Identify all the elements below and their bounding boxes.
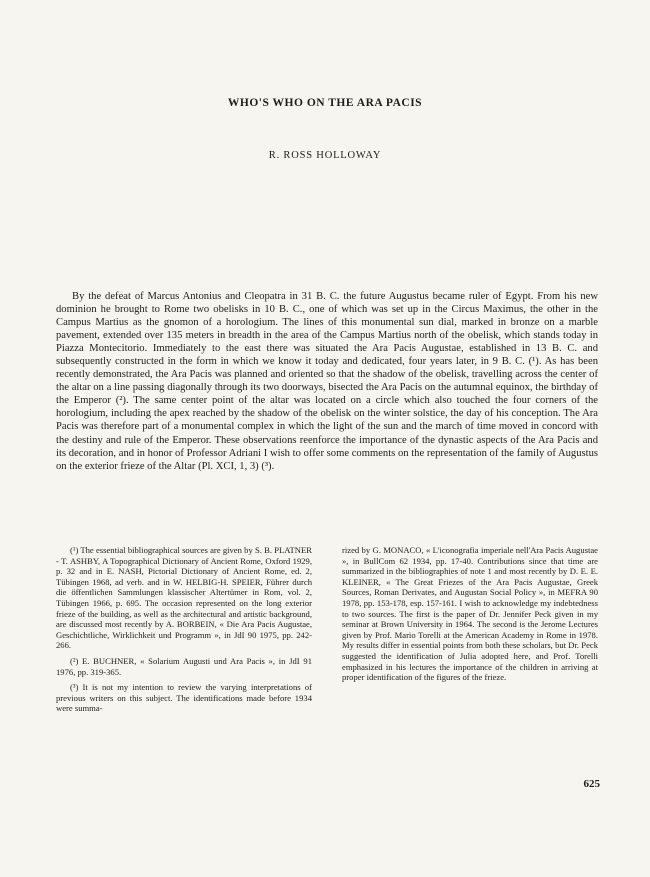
footnote-2: (²) E. BUCHNER, « Solarium Augusti und Ara Pacis », in JdI 91 1976, pp. 319-365. bbox=[56, 655, 312, 677]
footnotes-right-column bbox=[342, 545, 598, 719]
footnote-1: (¹) The essential bibliographical sources are given by S. B. PLATNER - T. ASHBY, A Topographical Dictionary of Ancient Rome, Oxford 1929, p. 32 and in E. NASH, Pictorial Dictionary of Ancient Rome, ed. 2, Tübingen 1968, ad verb. and in W. HELBIG-H. SPEIER, Führer durch die öffentlichen Sammlungen klassischer Altertümer in Rom, vol. 2, Tübingen 1966, p. 695. The occasion represented on the long exterior frieze of the building, as well as the architectural and artistic background, are discussed most recently by A. BORBEIN, « Die Ara Pacis Augustae, Geschichtliche, Wirklichkeit und Programm », in JdI 90 1975, pp. 242-266. bbox=[56, 545, 312, 651]
footnote-3: (³) It is not my intention to review the varying interpretations of previous writers on this subject. The identifications made before 1934 were summa- bbox=[56, 682, 312, 714]
article-title: WHO'S WHO ON THE ARA PACIS bbox=[227, 97, 423, 109]
footnote-3-continued: rized by G. MONACO, « L'iconografia imperiale nell'Ara Pacis Augustae », in BullCom 62 1934, pp. 17-40. Contributions since that time are summarized in the bibliographies of note 1 and most recently by D. E. E. KLEINER, « The Great Friezes of the Ara Pacis Augustae, Greek Sources, Roman Derivates, and Augustan Social Policy », in MEFRA 90 1978, pp. 153-178, esp. 157-161. I wish to acknowledge my indebtedness to two sources. The first is the paper of Dr. Jennifer Peck given in my seminar at Brown University in 1964. The second is the Jerome Lectures given by Prof. Mario Torelli at the American Academy in Rome in 1978. My results differ in essential points from both these scholars, but Dr. Peck suggested the identification of Julia adopted here, and Prof. Torelli emphasized in his lectures the importance of the children in arriving at proper identification of the figures of the frieze. bbox=[342, 545, 598, 683]
footnotes-left-column bbox=[56, 545, 312, 719]
article-author: R. ROSS HOLLOWAY bbox=[268, 150, 382, 161]
body-paragraph: By the defeat of Marcus Antonius and Cleopatra in 31 B. C. the future Augustus became ruler of Egypt. From his new dominion he brought to Rome two obelisks in 10 B. C., one of which was set up in the Circus Maximus, the other in the Campus Martius as the gnomon of a horologium. The lines of this monumental sun dial, marked in bronze on a marble pavement, extended over 135 meters in breadth in the area of the Campus Martius north of the obelisk, which stands today in Piazza Montecitorio. Immediately to the east there was situated the Ara Pacis Augustae, established in 13 B. C. and subsequently constructed in the form in which we know it today and dedicated, four years later, in 9 B. C. (¹). As has been recently demonstrated, the Ara Pacis was planned and oriented so that the shadow of the obelisk, travelling across the center of the altar on a line passing diagonally through its two doorways, bisected the Ara Pacis on the autumnal equinox, the birthday of the Emperor (²). The same center point of the altar was located on a circle which also touched the four corners of the horologium, including the apex reached by the shadow of the obelisk on the winter solstice, the day of his conception. The Ara Pacis was therefore part of a monumental complex in which the light of the sun and the march of time moved in concord with the destiny and rule of the Emperor. These observations reenforce the importance of the dynastic aspects of the Ara Pacis and its decoration, and in honor of Professor Adriani I wish to offer some comments on the representation of the family of Augustus on the exterior frieze of the Altar (Pl. XCI, 1, 3) (³). bbox=[56, 291, 598, 472]
footnotes bbox=[56, 545, 598, 719]
page-number: 625 bbox=[583, 778, 600, 790]
